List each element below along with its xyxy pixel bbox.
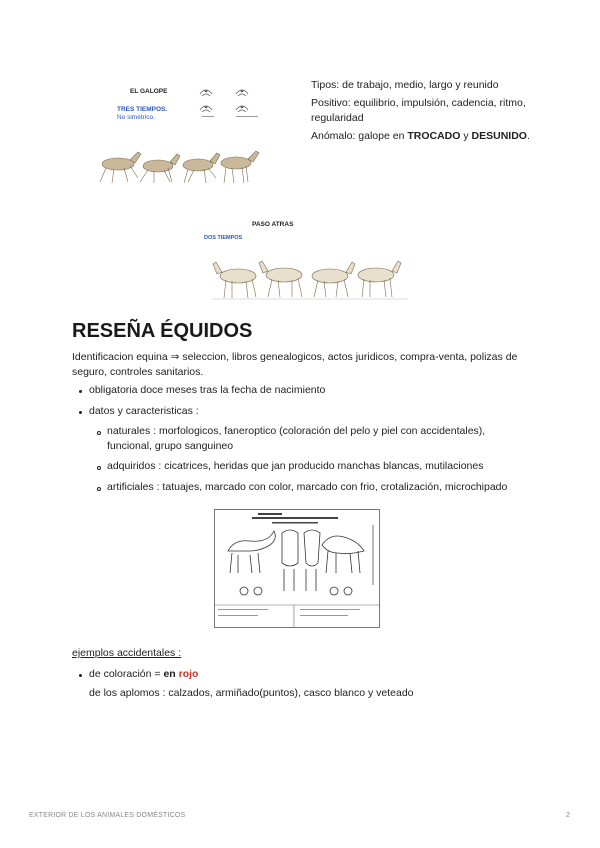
ejemplos-aplomos: de los aplomos : calzados, armiñado(puntos), casco blanco y veteado: [89, 687, 414, 699]
coloracion-label: de coloración =: [89, 668, 164, 680]
resena-sub-naturales: naturales : morfologicos, faneroptico (coloración del pelo y piel con accidentales), funcional, grupo sanguineo: [107, 425, 486, 452]
resena-intro: Identificacion equina ⇒ seleccion, libros genealogicos, actos juridicos, compra-venta, polizas de seguro, controles sanitarios.: [72, 351, 518, 378]
en-word: en: [163, 668, 179, 680]
galope-figure-asim: No simétrico.: [117, 114, 155, 121]
galope-figure-tres: TRES TIEMPOS.: [117, 106, 168, 113]
and-word: y: [460, 130, 472, 142]
sub-bullet-circle: [97, 487, 101, 491]
galope-anomalo: [311, 129, 551, 144]
bullet-dot: [79, 411, 82, 414]
resena-sub-adquiridos: adquiridos : cicatrices, heridas que jan producido manchas blancas, mutilaciones: [107, 460, 484, 472]
horse-identification-form-image: [214, 509, 380, 628]
hoof-diagram: [192, 84, 268, 124]
desunido-term: DESUNIDO: [471, 130, 527, 142]
footer-page-number: 2: [566, 812, 571, 819]
resena-sub-artificiales: artificiales : tatuajes, marcado con color, marcado con frio, crotalización, microchipado: [107, 481, 508, 493]
galope-tipos: Tipos: de trabajo, medio, largo y reunido: [311, 79, 499, 91]
sub-bullet-circle: [97, 431, 101, 435]
galope-figure-title: EL GALOPE: [130, 88, 168, 95]
period: .: [526, 130, 530, 142]
galloping-horses-image: [96, 146, 264, 188]
galope-positivo: Positivo: equilibrio, impulsión, cadencia, ritmo, regularidad: [311, 97, 526, 124]
paso-atras-title: PASO ATRAS: [252, 221, 294, 228]
paso-atras-sub: DOS TIEMPOS: [204, 235, 243, 241]
anomalo-label: Anómalo: galope en: [311, 130, 408, 142]
bullet-dot: [79, 390, 82, 393]
ejemplos-heading: ejemplos accidentales :: [72, 647, 182, 659]
resena-heading: RESEÑA ÉQUIDOS: [72, 320, 253, 342]
bullet-dot: [79, 674, 82, 677]
rojo-word: rojo: [178, 668, 199, 680]
resena-bullet-datos: datos y caracteristicas :: [89, 405, 199, 417]
ejemplos-coloracion: [89, 667, 519, 682]
sub-bullet-circle: [97, 466, 101, 470]
backing-horses-image: [212, 256, 408, 302]
footer-document-title: EXTERIOR DE LOS ANIMALES DOMÉSTICOS: [29, 812, 186, 819]
trocado-term: TROCADO: [407, 130, 461, 142]
resena-bullet-obligatoria: obligatoria doce meses tras la fecha de nacimiento: [89, 384, 326, 396]
